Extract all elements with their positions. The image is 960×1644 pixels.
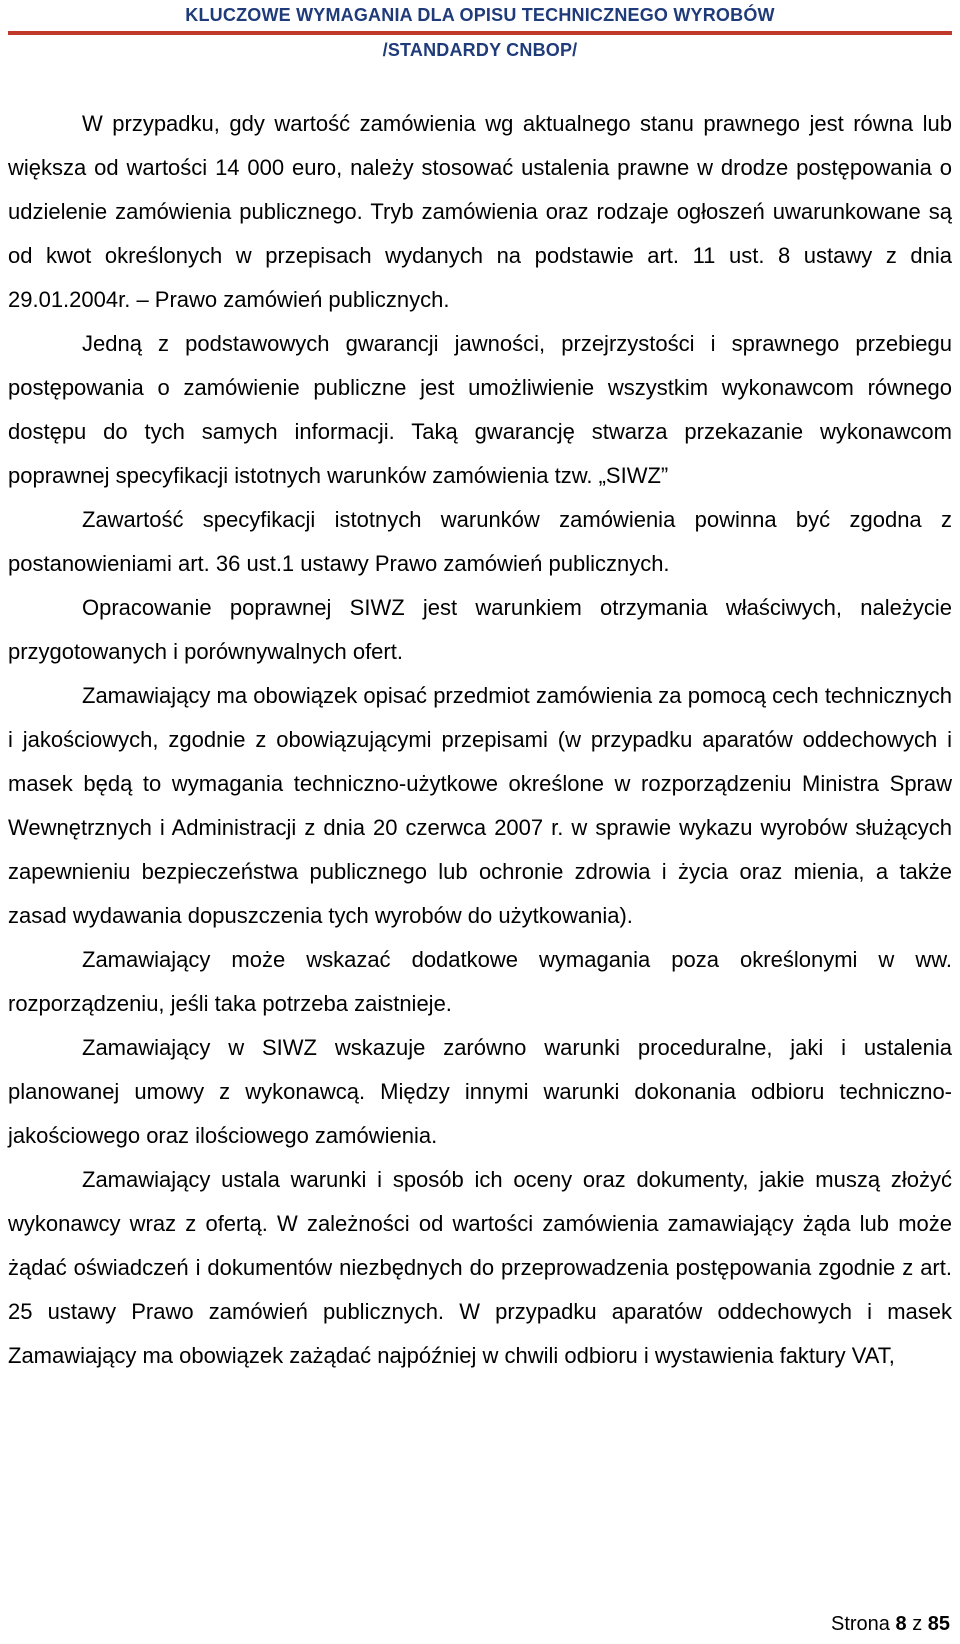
header-subtitle: /STANDARDY CNBOP/	[382, 40, 578, 60]
page-header	[0, 0, 960, 70]
paragraph-6: Zamawiający może wskazać dodatkowe wymagania poza określonymi w ww. rozporządzeniu, jeśli taka potrzeba zaistnieje.	[8, 947, 952, 1016]
paragraph-3: Zawartość specyfikacji istotnych warunków zamówienia powinna być zgodna z postanowieniami art. 36 ust.1 ustawy Prawo zamówień publicznych.	[8, 507, 952, 576]
header-title: KLUCZOWE WYMAGANIA DLA OPISU TECHNICZNEGO WYROBÓW	[185, 5, 775, 25]
header-divider	[8, 31, 952, 35]
paragraph-7: Zamawiający w SIWZ wskazuje zarówno warunki proceduralne, jaki i ustalenia planowanej umowy z wykonawcą. Między innymi warunki dokonania odbioru techniczno-jakościowego oraz ilościowego zamówienia.	[8, 1035, 952, 1148]
paragraph-4: Opracowanie poprawnej SIWZ jest warunkiem otrzymania właściwych, należycie przygotowanych i porównywalnych ofert.	[8, 595, 952, 664]
paragraph-2: Jedną z podstawowych gwarancji jawności, przejrzystości i sprawnego przebiegu postępowania o zamówienie publiczne jest umożliwienie wszystkim wykonawcom równego dostępu do tych samych informacji. Taką gwarancję stwarza przekazanie wykonawcom poprawnej specyfikacji istotnych warunków zamówienia tzw. „SIWZ”	[8, 331, 952, 488]
page-number	[831, 1613, 950, 1636]
page-number-current: 8	[895, 1613, 907, 1635]
page-number-prefix: Strona	[831, 1613, 890, 1635]
paragraph-8: Zamawiający ustala warunki i sposób ich oceny oraz dokumenty, jakie muszą złożyć wykonawcy wraz z ofertą. W zależności od wartości zamówienia zamawiający żąda lub może żądać oświadczeń i dokumentów niezbędnych do przeprowadzenia postępowania zgodnie z art. 25 ustawy Prawo zamówień publicznych. W przypadku aparatów oddechowych i masek Zamawiający ma obowiązek zażądać najpóźniej w chwili odbioru i wystawienia faktury VAT,	[8, 1167, 952, 1368]
page-number-separator: z	[912, 1613, 923, 1635]
paragraph-1: W przypadku, gdy wartość zamówienia wg aktualnego stanu prawnego jest równa lub większa od wartości 14 000 euro, należy stosować ustalenia prawne w drodze postępowania o udzielenie zamówienia publicznego. Tryb zamówienia oraz rodzaje ogłoszeń uwarunkowane są od kwot określonych w przepisach wydanych na podstawie art. 11 ust. 8 ustawy z dnia 29.01.2004r. – Prawo zamówień publicznych.	[8, 111, 952, 312]
paragraph-5: Zamawiający ma obowiązek opisać przedmiot zamówienia za pomocą cech technicznych i jakościowych, zgodnie z obowiązującymi przepisami (w przypadku aparatów oddechowych i masek będą to wymagania techniczno-użytkowe określone w rozporządzeniu Ministra Spraw Wewnętrznych i Administracji z dnia 20 czerwca 2007 r. w sprawie wykazu wyrobów służących zapewnieniu bezpieczeństwa publicznego lub ochronie zdrowia i życia oraz mienia, a także zasad wydawania dopuszczenia tych wyrobów do użytkowania).	[8, 683, 952, 928]
document-body	[8, 102, 952, 1378]
page-number-total: 85	[927, 1613, 950, 1635]
